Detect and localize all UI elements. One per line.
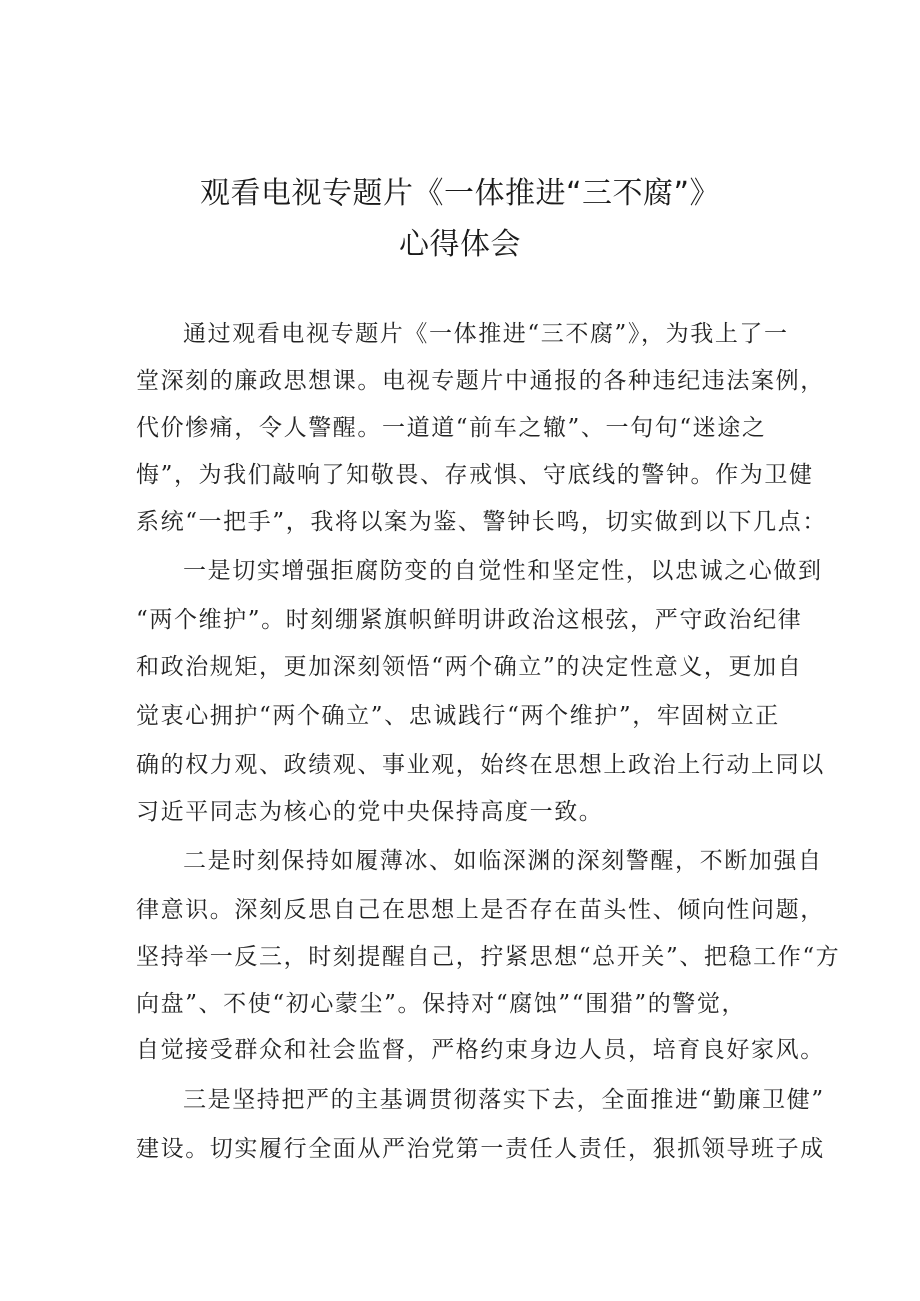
body-line: 坚持举一反三，时刻提醒自己，拧紧思想“总开关”、把稳工作“方 (136, 944, 841, 970)
body-line: 二是时刻保持如履薄冰、如临深渊的深刻警醒，不断加强自 (183, 848, 823, 874)
body-line: 悔”，为我们敲响了知敬畏、存戒惧、守底线的警钟。作为卫健 (136, 462, 814, 488)
body-line: 一是切实增强拒腐防变的自觉性和坚定性，以忠诚之心做到 (183, 558, 823, 584)
body-line: 律意识。深刻反思自己在思想上是否存在苗头性、倾向性问题， (136, 897, 825, 923)
body-line: 和政治规矩，更加深刻领悟“两个确立”的决定性意义，更加自 (136, 654, 803, 680)
body-line: 自觉接受群众和社会监督，严格约束身边人员，培育良好家风。 (136, 1037, 825, 1063)
body-line: 堂深刻的廉政思想课。电视专题片中通报的各种违纪违法案例， (136, 368, 825, 394)
body-line: 向盘”、不使“初心蒙尘”。保持对“腐蚀”“围猎”的警觉， (136, 991, 747, 1017)
body-line: 建设。切实履行全面从严治党第一责任人责任，狠抓领导班子成 (136, 1136, 825, 1162)
body-line: 代价惨痛，令人警醒。一道道“前车之辙”、一句句“迷途之 (136, 415, 767, 441)
document-title-line-2: 心得体会 (399, 227, 521, 262)
body-line: 觉衷心拥护“两个确立”、忠诚践行“两个维护”，牢固树立正 (136, 703, 780, 729)
document-title-line-1: 观看电视专题片《一体推进“三不腐”》 (199, 176, 721, 211)
body-line: 三是坚持把严的主基调贯彻落实下去，全面推进“勤廉卫健” (183, 1087, 825, 1113)
body-line: 系统“一把手”，我将以案为鉴、警钟长鸣，切实做到以下几点： (136, 509, 827, 535)
body-line: “两个维护”。时刻绷紧旗帜鲜明讲政治这根弦，严守政治纪律 (136, 607, 803, 633)
body-line: 通过观看电视专题片《一体推进“三不腐”》，为我上了一 (183, 321, 789, 347)
body-line: 确的权力观、政绩观、事业观，始终在思想上政治上行动上同以 (136, 752, 825, 778)
body-line: 习近平同志为核心的党中央保持高度一致。 (136, 799, 604, 825)
